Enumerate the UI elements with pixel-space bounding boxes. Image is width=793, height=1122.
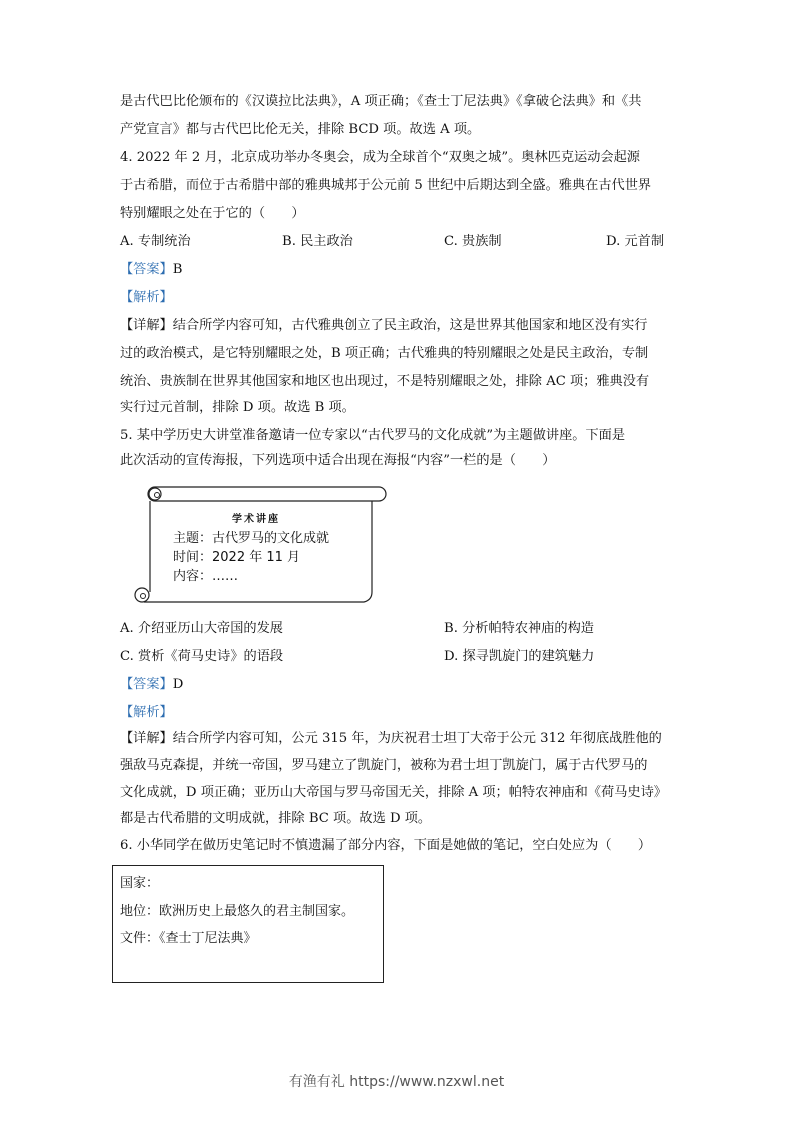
note-status: 地位：欧洲历史上最悠久的君主制国家。 [120,904,355,919]
question-stem: 特别耀眼之处在于它的（ ） [120,206,305,221]
detail-line: 强敌马克森提，并统一帝国，罗马建立了凯旋门，被称为君士坦丁凯旋门，属于古代罗马的 [120,758,648,773]
text-line: 产党宣言》都与古代巴比伦无关，排除 BCD 项。故选 A 项。 [120,122,481,137]
detail-line: 文化成就，D 项正确；亚历山大帝国与罗马帝国无关，排除 A 项；帕特农神庙和《荷马史诗》 [120,785,667,800]
detail-line: 实行过元首制，排除 D 项。故选 B 项。 [120,400,355,415]
answer-value: B [172,262,183,277]
option-d: D. 元首制 [606,234,665,249]
footer-watermark: 有渔有礼 https://www.nzxwl.net [288,1074,505,1090]
option-c: C. 赏析《荷马史诗》的语段 [120,649,284,664]
detail-line [120,317,648,335]
question-stem: 4. 2022 年 2 月，北京成功举办冬奥会，成为全球首个“双奥之城”。奥林匹克运动会起源 [120,150,640,165]
option-a: A. 专制统治 [120,234,191,249]
question-stem: 此次活动的宣传海报，下列选项中适合出现在海报“内容”一栏的是（ ） [120,453,556,468]
answer-tag: 【答案】 [120,677,173,692]
poster-time: 时间：2022 年 11 月 [173,550,301,565]
detail-line [120,730,662,748]
answer-line [120,676,183,694]
option-a: A. 介绍亚历山大帝国的发展 [120,621,283,636]
option-b: B. 分析帕特农神庙的构造 [444,621,594,636]
question-stem: 于古希腊，而位于古希腊中部的雅典城邦于公元前 5 世纪中后期达到全盛。雅典在古代世界 [120,178,652,193]
question-stem: 5. 某中学历史大讲堂准备邀请一位专家以“古代罗马的文化成就”为主题做讲座。下面是 [120,428,626,443]
answer-line [120,261,182,279]
detail-line: 过的政治模式，是它特别耀眼之处，B 项正确；古代雅典的特别耀眼之处是民主政治，专制 [120,346,649,361]
note-country: 国家： [120,876,160,891]
poster-title: 学术讲座 [232,514,280,525]
detail-tag: 【详解】 [120,318,173,333]
detail-text: 结合所学内容可知，古代雅典创立了民主政治，这是世界其他国家和地区没有实行 [172,318,648,333]
poster-topic: 主题：古代罗马的文化成就 [173,531,330,546]
option-b: B. 民主政治 [282,234,353,249]
answer-value: D [172,677,184,692]
detail-text: 结合所学内容可知，公元 315 年，为庆祝君士坦丁大帝于公元 312 年彻底战胜他的 [172,731,662,746]
poster-content: 内容：…… [173,569,239,584]
option-c: C. 贵族制 [444,234,502,249]
question-stem: 6. 小华同学在做历史笔记时不慎遗漏了部分内容，下面是她做的笔记，空白处应为（ ） [120,838,652,853]
analysis-tag: 【解析】 [120,290,173,305]
detail-line: 统治、贵族制在世界其他国家和地区也出现过，不是特别耀眼之处，排除 AC 项；雅典没有 [120,374,650,389]
analysis-tag: 【解析】 [120,705,173,720]
text-line: 是古代巴比伦颁布的《汉谟拉比法典》，A 项正确；《查士丁尼法典》《拿破仑法典》和《共 [120,94,642,109]
detail-line: 都是古代希腊的文明成就，排除 BC 项。故选 D 项。 [120,811,432,826]
answer-tag: 【答案】 [120,262,173,277]
detail-tag: 【详解】 [120,731,173,746]
note-document: 文件：《查士丁尼法典》 [120,931,257,946]
option-d: D. 探寻凯旋门的建筑魅力 [444,649,595,664]
